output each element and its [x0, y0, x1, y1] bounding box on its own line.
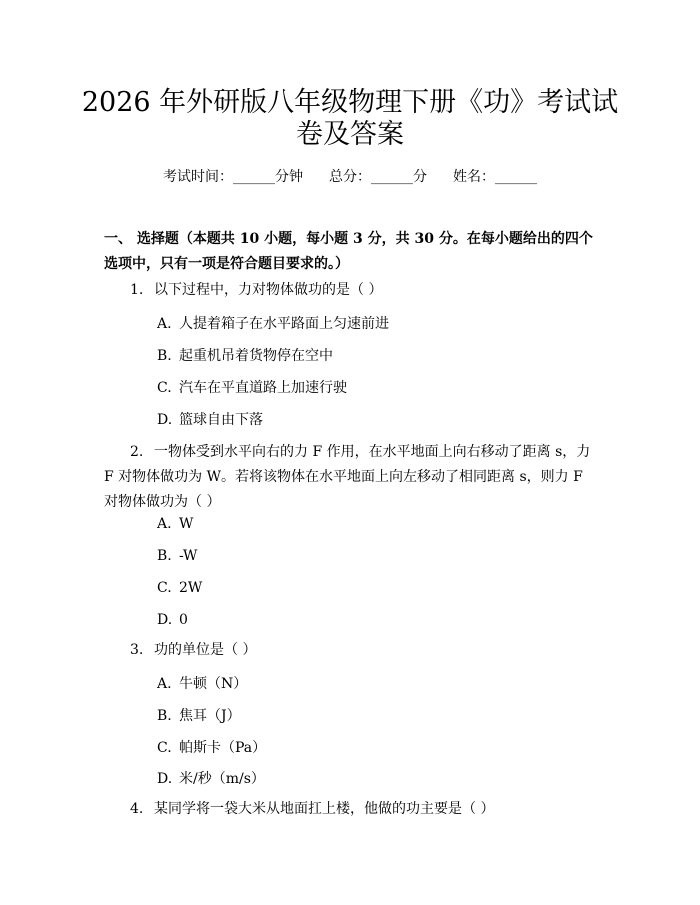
question-number: 3. — [130, 642, 144, 658]
exam-title-line-1: 2026 年外研版八年级物理下册《功》考试试 — [81, 87, 619, 118]
question-3 — [104, 638, 600, 663]
question-3-option-a: A. 牛顿（N） — [157, 676, 248, 692]
exam-time: 考试时间：______分钟 — [163, 169, 303, 185]
question-2-option-b: B. -W — [157, 548, 198, 564]
question-text: 以下过程中，力对物体做功的是（ ） — [154, 282, 383, 298]
exam-title-line-2: 卷及答案 — [296, 119, 404, 150]
exam-total-score: 总分：______分 — [329, 169, 427, 185]
question-2-option-a: A. W — [157, 516, 194, 532]
question-number: 2. — [130, 444, 144, 460]
question-text: 功的单位是（ ） — [154, 642, 257, 658]
question-2-option-c: C. 2W — [157, 580, 203, 596]
student-name: 姓名：______ — [453, 169, 537, 185]
question-4 — [104, 797, 600, 822]
question-1-option-b: B. 起重机吊着货物停在空中 — [157, 348, 333, 364]
section-heading: 一、 选择题（本题共 10 小题，每小题 3 分，共 30 分。在每小题给出的四个选项中，只有一项是符合题目要求的。） — [104, 231, 593, 272]
question-1 — [104, 278, 600, 303]
question-text: 某同学将一袋大米从地面扛上楼，他做的功主要是（ ） — [154, 801, 495, 817]
question-3-option-c: C. 帕斯卡（Pa） — [157, 740, 267, 756]
question-number: 4. — [130, 801, 144, 817]
question-2 — [104, 440, 600, 515]
question-number: 1. — [130, 282, 144, 298]
question-1-option-c: C. 汽车在平直道路上加速行驶 — [157, 380, 347, 396]
question-3-option-d: D. 米/秒（m/s） — [157, 771, 265, 787]
question-1-option-d: D. 篮球自由下落 — [157, 412, 263, 428]
question-1-option-a: A. 人提着箱子在水平路面上匀速前进 — [157, 316, 389, 332]
exam-meta — [0, 166, 700, 188]
question-text: 一物体受到水平向右的力 F 作用，在水平地面上向右移动了距离 s，力 F 对物体做功为 W。若将该物体在水平地面上向左移动了相同距离 s，则力 F 对物体做功为（ ） — [104, 444, 591, 510]
question-3-option-b: B. 焦耳（J） — [157, 708, 241, 724]
question-2-option-d: D. 0 — [157, 612, 188, 628]
